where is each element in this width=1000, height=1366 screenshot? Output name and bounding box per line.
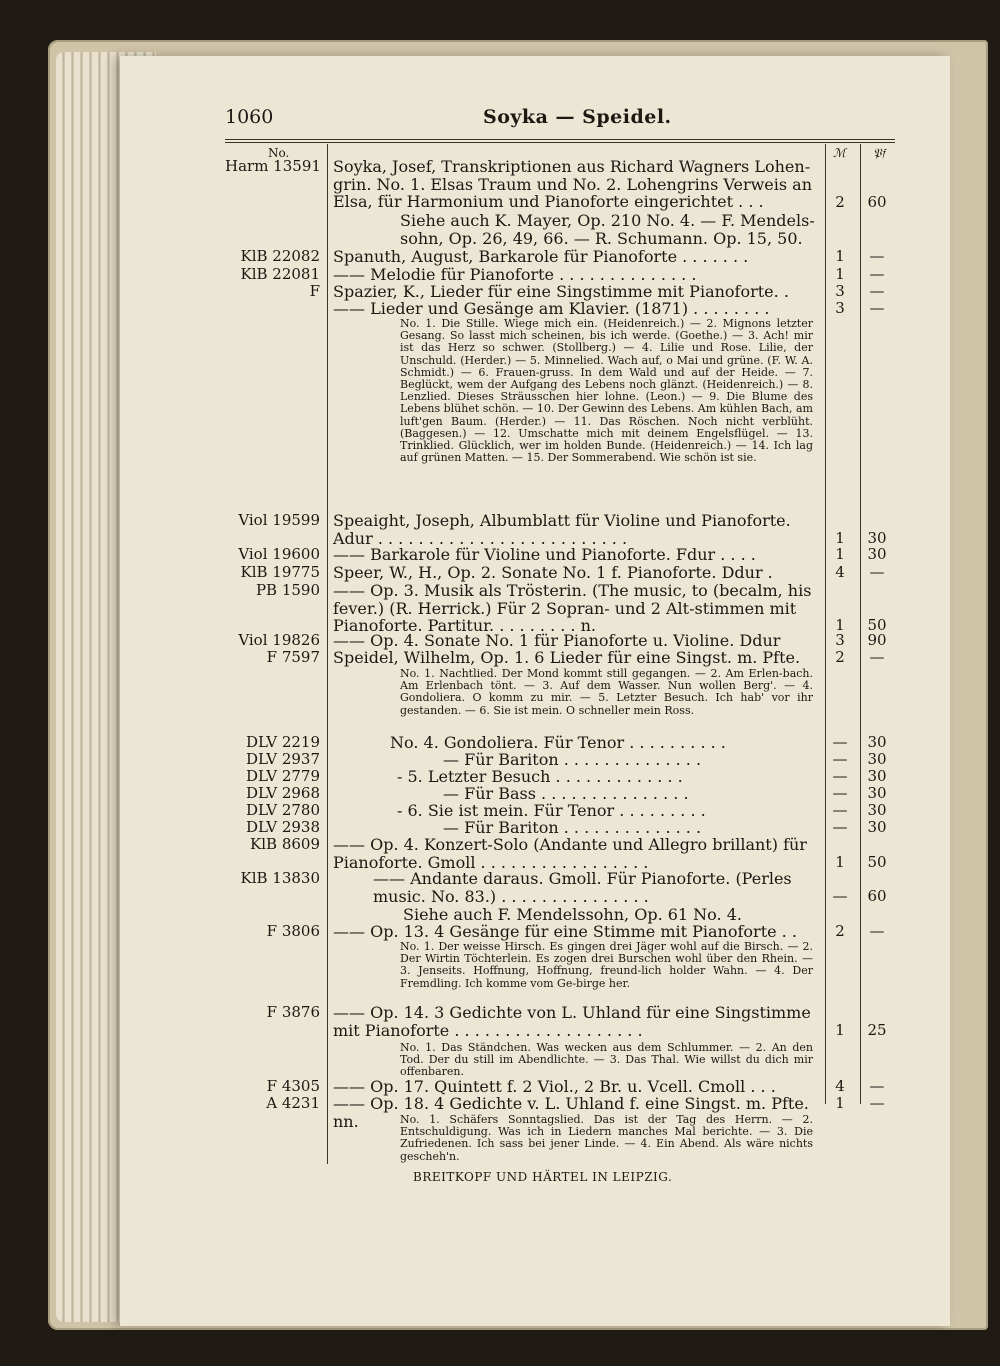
price-pfennig: 30 [867,733,887,751]
header-rule [225,139,895,140]
price-pfennig: 30 [867,529,887,547]
price-mark: 2 [835,922,845,940]
catalog-number: DLV 2219 [246,733,320,751]
price-pfennig: 30 [867,545,887,563]
price-pfennig: — [869,922,885,940]
catalog-number: DLV 2937 [246,750,320,768]
catalog-number: KlB 13830 [240,869,320,887]
price-pfennig: — [869,563,885,581]
price-mark: 1 [835,616,845,634]
price-mark: 3 [835,631,845,649]
song-contents: No. 1. Nachtlied. Der Mond kommt still gegangen. — 2. Am Erlen-bach. Am Erlenbach tönt. — 3. Auf dem Wasser. Nun wollen Berg'. — 4. Gondoliera. O komm zu mir. — 5. Letzter Besuch. Ich hab' vor ihr gestanden. — 6. Sie ist mein. O schneller mein Ross. [400,667,813,717]
catalog-number: F 4305 [266,1077,320,1095]
column-header-mark: ℳ [833,146,846,160]
catalog-number: DLV 2779 [246,767,320,785]
price-pfennig: 30 [867,750,887,768]
catalog-number: F 3876 [266,1003,320,1021]
price-mark: — [832,801,848,819]
entry-text: Soyka, Josef, Transkriptionen aus Richard Wagners Lohen-grin. No. 1. Elsas Traum und No. 2. Lohengrins Verweis an Elsa, für Harmonium und Pianoforte eingerichtet . . . [333,157,813,211]
column-header-pfennig: 𝔓𝔣 [873,146,886,160]
page-header [225,106,895,136]
entry-text: Spanuth, August, Barkarole für Pianoforte . . . . . . . [333,247,749,266]
price-mark: 3 [835,282,845,300]
entry-text: —— Barkarole für Violine und Pianoforte. Fdur . . . . [333,545,756,564]
catalog-number: F 3806 [266,922,320,940]
price-mark: 1 [835,1021,845,1039]
price-mark: 1 [835,265,845,283]
price-mark: 1 [835,529,845,547]
column-divider [860,144,861,1104]
price-mark: — [832,887,848,905]
price-pfennig: 30 [867,767,887,785]
price-mark: — [832,767,848,785]
catalog-number: KlB 22081 [240,265,320,283]
entry-text: —— Op. 3. Musik als Trösterin. (The music, to (becalm, his fever.) (R. Herrick.) Für 2 Sopran- und 2 Alt-stimmen mit Pianoforte. Partitur. . . . . . . . . n. [333,581,812,635]
entry-text: —— Op. 14. 3 Gedichte von L. Uhland für eine Singstimme mit Pianoforte . . . . . . . . . . . . . . . . . . . [333,1003,811,1040]
price-mark: 2 [835,193,845,211]
catalog-number: Harm 13591 [225,157,321,175]
entry-text: —— Lieder und Gesänge am Klavier. (1871) . . . . . . . . [333,299,770,318]
price-pfennig: — [869,1077,885,1095]
entry-text: — Für Bass . . . . . . . . . . . . . . . [443,784,689,803]
entry-text: — Für Bariton . . . . . . . . . . . . . . [443,750,702,769]
price-pfennig: 30 [867,818,887,836]
price-pfennig: 25 [867,1021,887,1039]
entry-text: No. 4. Gondoliera. Für Tenor . . . . . . . . . . [390,733,726,752]
entry-text: — Für Bariton . . . . . . . . . . . . . . [443,818,702,837]
price-pfennig: — [869,265,885,283]
price-mark: 2 [835,648,845,666]
entry-text: Siehe auch F. Mendelssohn, Op. 61 No. 4. [403,905,742,924]
page-number: 1060 [225,106,274,128]
entry-text: —— Op. 4. Konzert-Solo (Andante und Allegro brillant) für Pianoforte. Gmoll . . . . . . . . . . . . . . . . . [333,835,807,872]
catalog-number: KlB 8609 [250,835,320,853]
price-pfennig: — [869,299,885,317]
song-contents: No. 1. Der weisse Hirsch. Es gingen drei Jäger wohl auf die Birsch. — 2. Der Wirtin Töchterlein. Es zogen drei Burschen wohl über den Rhein. — 3. Jenseits. Hoffnung, Hoffnung, freund-lich holder Wahn. — 4. Der Fremdling. Ich komme vom Ge-birge her. [400,940,813,990]
entry-text: —— Melodie für Pianoforte . . . . . . . . . . . . . . [333,265,697,284]
catalog-number: DLV 2938 [246,818,320,836]
price-mark: 4 [835,563,845,581]
catalog-number: DLV 2780 [246,801,320,819]
entry-text: Siehe auch K. Mayer, Op. 210 No. 4. — F. Mendels-sohn, Op. 26, 49, 66. — R. Schumann. Op. 15, 50. [400,211,815,248]
catalog-number: Viol 19600 [238,545,320,563]
catalog-number: F 7597 [266,648,320,666]
price-pfennig: 30 [867,801,887,819]
catalog-number: Viol 19599 [238,511,320,529]
entry-text: —— Andante daraus. Gmoll. Für Pianoforte. (Perles music. No. 83.) . . . . . . . . . . . . . . . [373,869,792,906]
entry-text: Spazier, K., Lieder für eine Singstimme mit Pianoforte. . [333,282,789,301]
song-contents: No. 1. Die Stille. Wiege mich ein. (Heidenreich.) — 2. Mignons letzter Gesang. So lasst mich scheinen, bis ich werde. (Goethe.) — 3. Ach! mir ist das Herz so schwer. (Stollberg.) — 4. Lilie und Rose. Lilie, der Unschuld. (Herder.) — 5. Minnelied. Wach auf, o Mai und grüne. (F. W. A. Schmidt.) — 6. Frauen-gruss. In dem Wald und auf der Heide. — 7. Beglückt, wem der Aufgang des Lebens noch glänzt. (Heidenreich.) — 8. Lenzlied. Dieses Sträusschen hier lohne. (Leon.) — 9. Die Blume des Lebens blühet schön. — 10. Der Gewinn des Lebens. Am kühlen Bach, am luft'gen Baum. (Herder.) — 11. Das Röschen. Noch nicht verblüht. (Baggesen.) — 12. Umschatte mich mit deinem Engelsflügel. — 13. Trinklied. Glücklich, wer im holden Bunde. (Heidenreich.) — 14. Ich lag auf grünen Matten. — 15. Der Sommerabend. Wie schön ist sie. [400,317,813,465]
entry-text: Speaight, Joseph, Albumblatt für Violine und Pianoforte. Adur . . . . . . . . . . . . . . . . . . . . . . . . . [333,511,791,548]
price-mark: 4 [835,1077,845,1095]
column-divider [327,144,328,1164]
entry-text: - 6. Sie ist mein. Für Tenor . . . . . . . . . [397,801,706,820]
price-pfennig: 60 [867,887,887,905]
price-pfennig: 90 [867,631,887,649]
price-mark: — [832,750,848,768]
price-mark: 3 [835,299,845,317]
entry-text: —— Op. 17. Quintett f. 2 Viol., 2 Br. u. Vcell. Cmoll . . . [333,1077,776,1096]
price-pfennig: 50 [867,853,887,871]
column-header-no: No. [268,146,290,160]
catalog-number: F [309,282,320,300]
catalog-number: KlB 22082 [240,247,320,265]
entry-text: —— Op. 4. Sonate No. 1 für Pianoforte u. Violine. Ddur [333,631,781,650]
price-pfennig: — [869,282,885,300]
price-pfennig: 60 [867,193,887,211]
running-title: Soyka — Speidel. [483,106,672,128]
song-contents: No. 1. Das Ständchen. Was wecken aus dem Schlummer. — 2. An den Tod. Der du still im Abendlichte. — 3. Das Thal. Wie willst du dich mir offenbaren. [400,1041,813,1079]
price-mark: — [832,784,848,802]
price-mark: 1 [835,853,845,871]
entry-text: Speidel, Wilhelm, Op. 1. 6 Lieder für eine Singst. m. Pfte. [333,648,801,667]
price-mark: 1 [835,247,845,265]
publisher-footer: BREITKOPF UND HÄRTEL IN LEIPZIG. [413,1170,673,1184]
entry-text: —— Op. 13. 4 Gesänge für eine Stimme mit Pianoforte . . [333,922,797,941]
price-pfennig: — [869,1094,885,1112]
price-pfennig: 50 [867,616,887,634]
price-pfennig: — [869,247,885,265]
price-mark: — [832,818,848,836]
price-pfennig: — [869,648,885,666]
price-mark: 1 [835,545,845,563]
header-rule [225,142,895,143]
catalog-number: Viol 19826 [238,631,320,649]
entry-text: - 5. Letzter Besuch . . . . . . . . . . . . . [397,767,683,786]
catalog-number: A 4231 [266,1094,320,1112]
catalog-number: KlB 19775 [240,563,320,581]
song-contents: No. 1. Schäfers Sonntagslied. Das ist der Tag des Herrn. — 2. Entschuldigung. Was ich in Liedern manches Mal berichte. — 3. Die Zufriedenen. Ich sass bei jener Linde. — 4. Ein Abend. Als wäre nichts gescheh'n. [400,1113,813,1163]
entry-text: —— Op. 18. 4 Gedichte v. L. Uhland f. eine Singst. m. Pfte. nn. [333,1094,809,1131]
price-pfennig: 30 [867,784,887,802]
catalog-number: DLV 2968 [246,784,320,802]
entry-text: Speer, W., H., Op. 2. Sonate No. 1 f. Pianoforte. Ddur . [333,563,773,582]
catalog-number: PB 1590 [255,581,320,599]
price-mark: 1 [835,1094,845,1112]
price-mark: — [832,733,848,751]
